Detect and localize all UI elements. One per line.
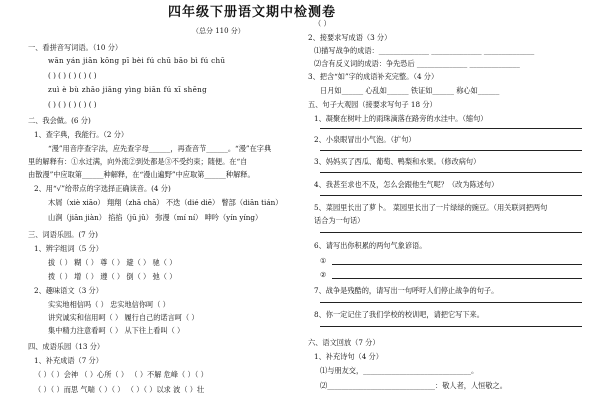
question-3-row-1[interactable]: 拔（ ） 糊（ ） 尊（ ） 避（ ） 驰（ ） [48, 258, 177, 267]
poem-line-1[interactable]: ⑴与朋友交，______________________________。 [320, 366, 479, 375]
question-1-line-3: 由散漫”中应取第______种解释，在“漫山遍野”中应取第______种解释。 [28, 170, 255, 179]
question-1-line-2: 里的解释有：①水过满，向外流②到处都是③不受约束；随便。在“自 [28, 157, 248, 166]
sentence-task-6: 6、请写出你积累的两句气象谚语。 [314, 241, 427, 250]
question-2-line-1: 木屑（xiè xiāo） 翔翔（zhā chā） 不迭（dié diē） 瞥部（diān tián） [48, 198, 283, 207]
sentence-task-1: 1、凝聚在树叶上的雨珠滴落在路旁的水洼中。（缩句） [314, 114, 488, 123]
section-1-heading: 一、看拼音写词语。（10 分） [28, 43, 123, 52]
question-3-heading: 1、辨字组词（5 分） [34, 244, 103, 253]
question-r3-heading: 3、把含“如”字的成语补充完整。（4 分） [308, 72, 439, 81]
sentence-task-5-line-2: 话合为一句话） [314, 216, 365, 225]
question-4-heading: 2、趣味语文（3 分） [34, 286, 103, 295]
proverb-1-line[interactable] [332, 264, 582, 265]
answer-line-4[interactable] [320, 195, 582, 196]
question-r2-heading: 2、接要求写成语（3 分） [308, 33, 392, 42]
left-column [28, 0, 296, 400]
question-r2-line-2[interactable]: ⑵含有反义词的成语：争先恐后 ______________ ______________ [314, 59, 520, 68]
sentence-task-7: 7、战争是残酷的，请写出一句呼吁人们停止战争的句子。 [314, 286, 499, 295]
question-4-row-1[interactable]: 实实地相信吗（ ） 忠实地信你呵（ ） [48, 300, 170, 309]
answer-line-5[interactable] [320, 232, 582, 233]
question-2-heading: 2、用“√”给带点的字选择正确读音。(4 分) [34, 184, 171, 193]
sentence-task-8: 8、你一定记住了我们学校的校训吧，请把它写下来。 [314, 310, 484, 319]
pinyin-row-2: zuì è bù zhāo jiāng yìng biān fú xī shēng [48, 85, 207, 94]
continued-bracket[interactable]: （ ） [314, 19, 331, 28]
section-5-heading: 五、句子大观园（接要求写句子 18 分） [308, 100, 437, 109]
section-2-heading: 二、我会做。(6 分) [28, 116, 91, 125]
question-1-heading: 1、查字典，我能行。（2 分） [34, 130, 129, 139]
question-r3-line-1[interactable]: 日月如______ 心乱如______ 铁证如______ 称心如______ [320, 86, 500, 95]
answer-line-2[interactable] [320, 150, 582, 151]
question-4-row-3[interactable]: 集中精力注意看呵（ ） 从下往上看叫（ ） [48, 326, 185, 335]
question-5-row-1[interactable]: （ ）（ ）会神 （ ）心所（ ） （ ）不解 危峰（ ）（ ） [34, 370, 208, 379]
question-5-heading: 1、补充成语（7 分） [34, 356, 103, 365]
total-score: （总分 110 分） [192, 27, 245, 35]
sentence-task-2: 2、小泉眼冒出小气泡。（扩句） [314, 135, 416, 144]
question-r2-line-1[interactable]: ⑴描写战争的成语：______________ ______________ ______________ [314, 46, 535, 55]
question-5-row-2[interactable]: （ ）（ ）而思 气喘（ ）（ ） （ ）（ ）以求 波（ ）壮 [34, 385, 205, 394]
pinyin-row-1: wān yán jiān kōng pī bèi fú chū bāo bì fú chū [48, 56, 226, 65]
answer-line-7[interactable] [320, 302, 582, 303]
answer-line-1[interactable] [320, 128, 582, 129]
sentence-task-5-line-1: 5、菜园里长出了萝卜。 菜园里长出了一片绿绿的豌豆。（用关联词把两句 [314, 203, 548, 212]
question-2-line-2: 山涧（jiān jiàn） 掐掐（jū jǔ） 弥漫（mí ní） 呻吟（yín yíng） [48, 213, 263, 222]
answer-line-8[interactable] [320, 326, 582, 327]
question-4-row-2[interactable]: 讲究诚实和信用呵（ ） 履行自己的诺言呵（ ） [48, 313, 199, 322]
sentence-task-3: 3、妈妈买了西瓜、葡萄、鸭梨和水果。（修改病句） [314, 157, 481, 166]
section-4-heading: 四、成语乐园（13 分） [28, 342, 105, 351]
sentence-task-4: 4、我甚至求也不及，怎么会跟他生气呢？（改为陈述句） [314, 180, 499, 189]
proverb-2-label: ② [320, 270, 327, 279]
right-column [308, 0, 592, 400]
section-6-heading: 六、语文回放（7 分） [308, 338, 380, 347]
page-title: 四年级下册语文期中检测卷 [168, 5, 337, 20]
proverb-2-line[interactable] [332, 278, 582, 279]
answer-line-3[interactable] [320, 172, 582, 173]
poem-heading: 1、补充诗句（4 分） [314, 352, 383, 361]
answer-brackets-row-1[interactable]: ( ) ( ) ( ) ( ) ( ) [48, 71, 97, 80]
question-1-line-1: “漫”用音序查字法，应先查字母______，再查音节______。“漫”在字典 [48, 144, 272, 153]
section-3-heading: 三、词语乐园。(7 分) [28, 230, 98, 239]
question-3-row-2[interactable]: 拨（ ） 增（ ） 遵（ ） 倒（ ） 弛（ ） [48, 272, 177, 281]
answer-brackets-row-2[interactable]: ( ) ( ) ( ) ( ) ( ) [48, 100, 97, 109]
proverb-1-label: ① [320, 256, 327, 265]
poem-line-2[interactable]: ⑵______________________________：敬人者，人恒敬之。 [320, 381, 507, 390]
